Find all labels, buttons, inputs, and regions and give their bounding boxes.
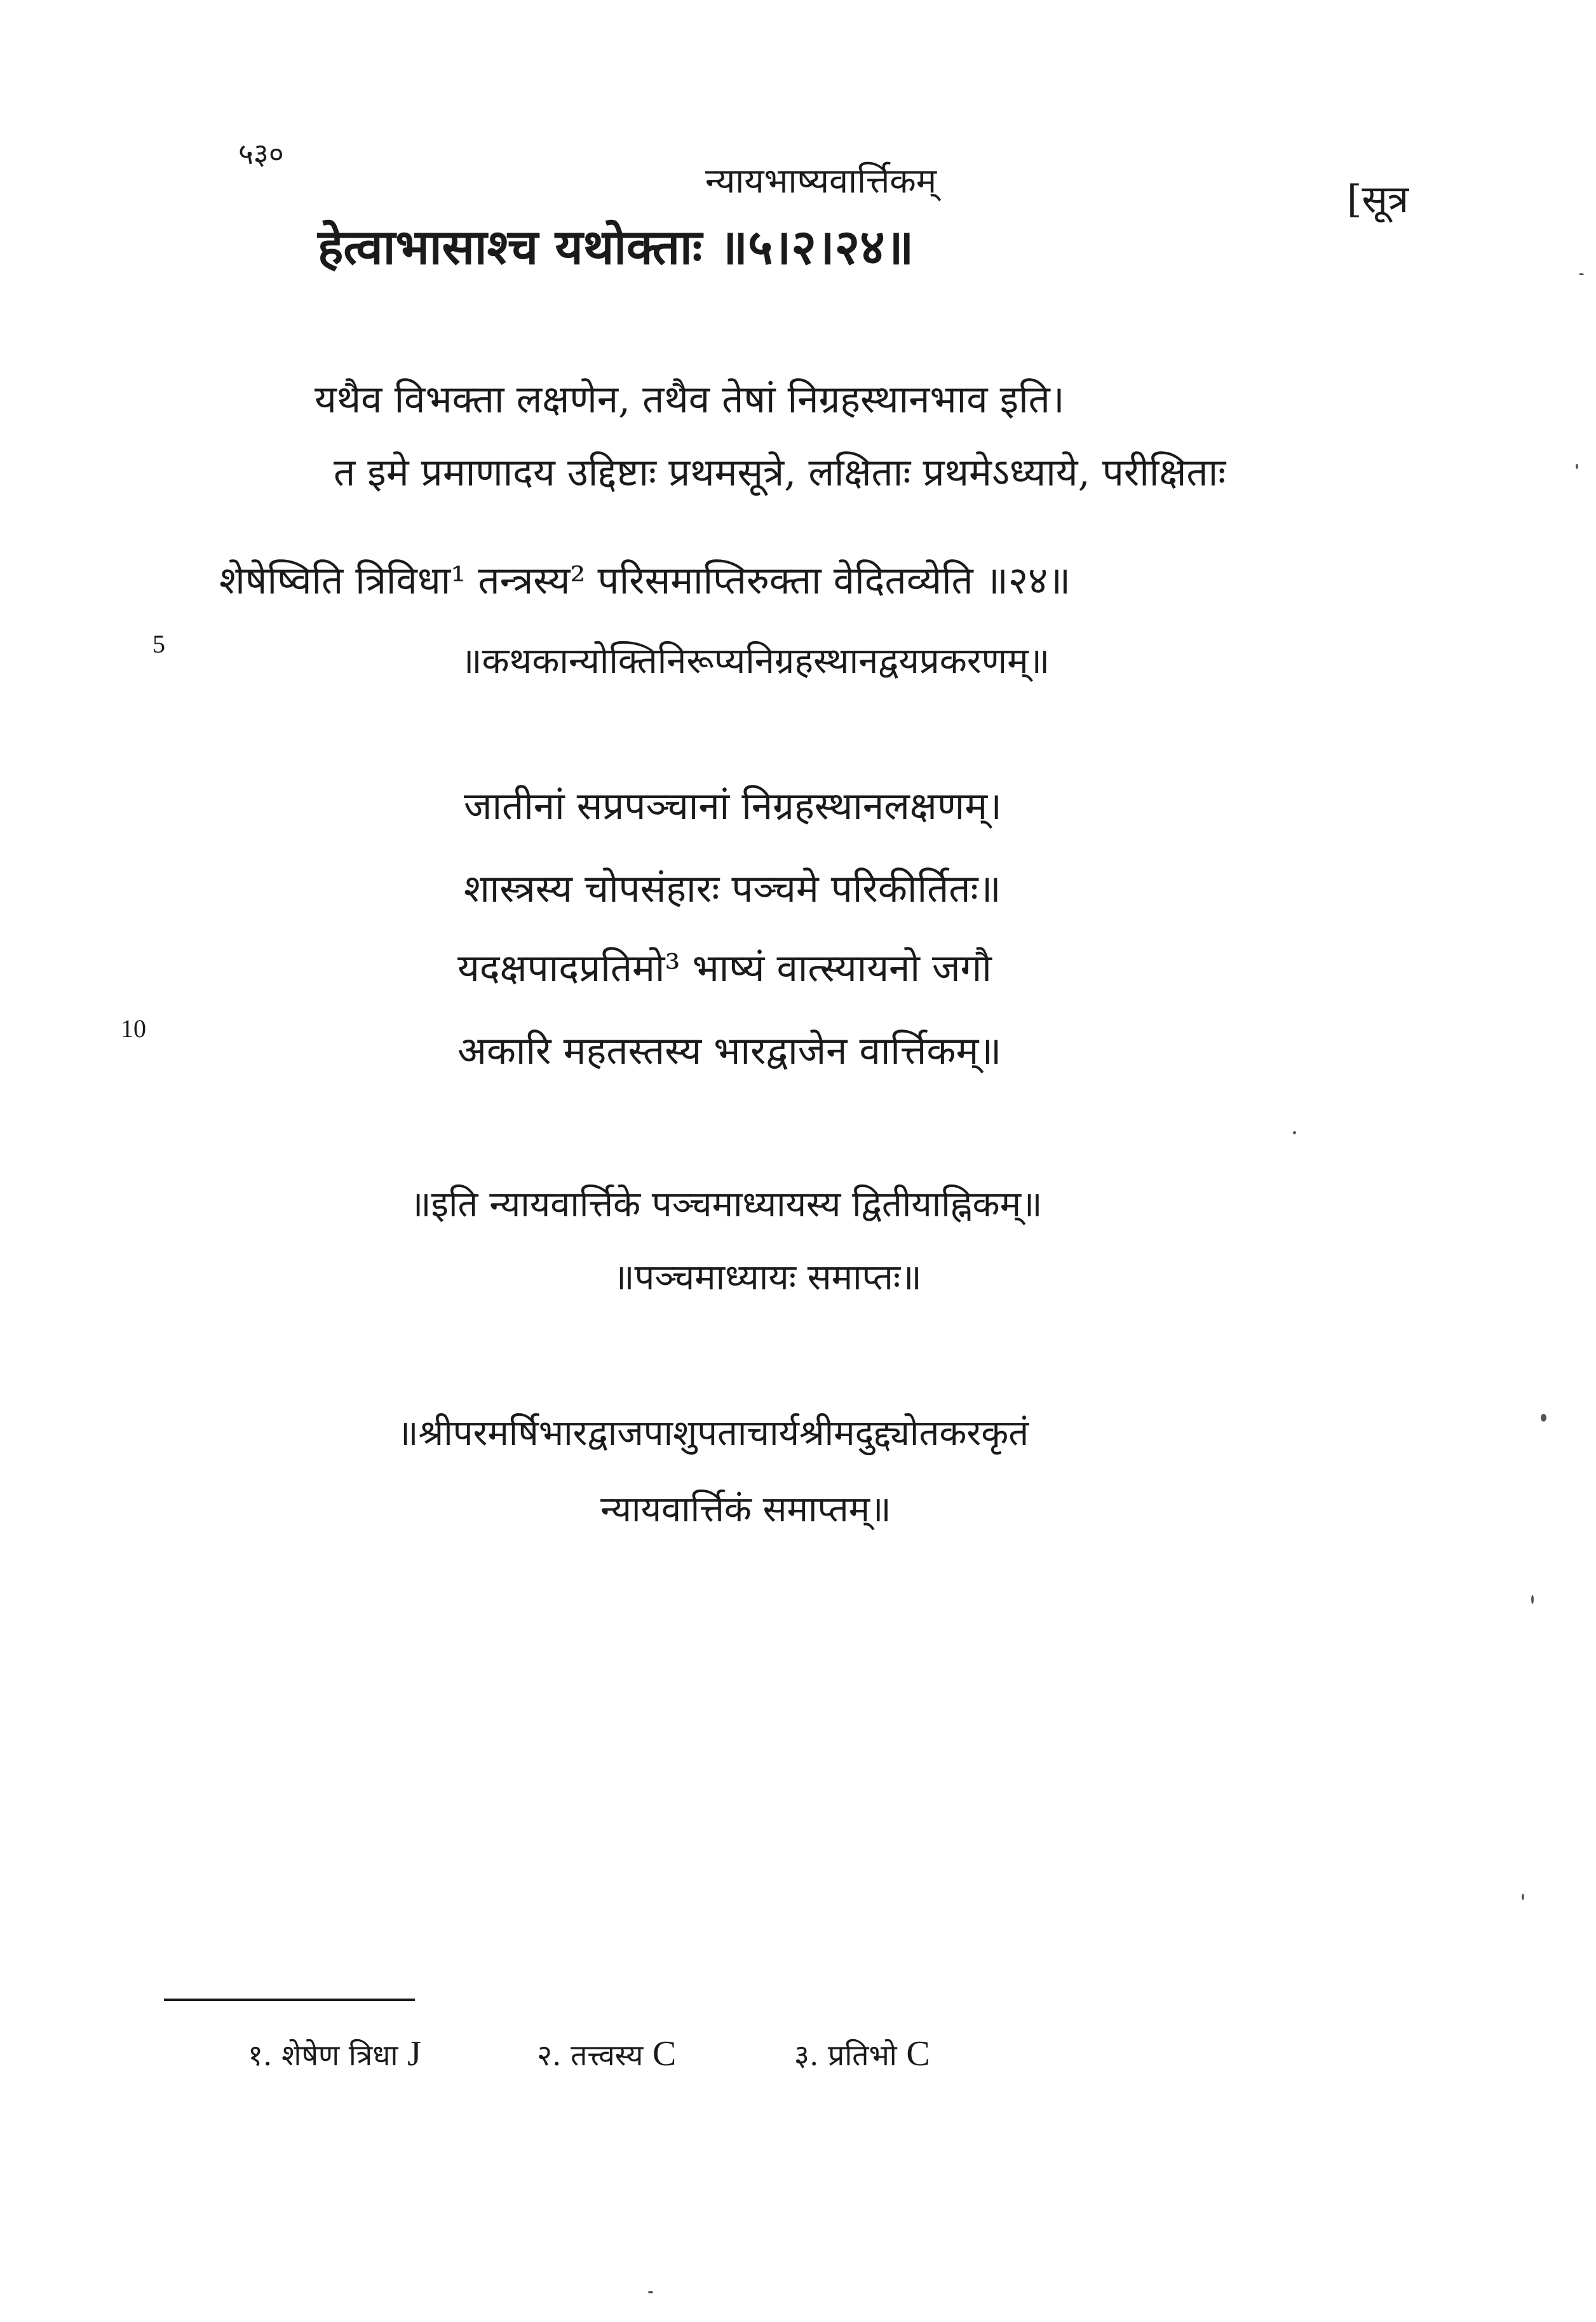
footnote (794, 2033, 930, 2074)
section-ref: [सूत्र (1347, 177, 1409, 222)
footnote-manuscript: C (906, 2034, 930, 2074)
scan-speck (1531, 1595, 1534, 1604)
verse-line: अकारि महतस्तस्य भारद्वाजेन वार्त्तिकम्॥ (457, 1029, 1002, 1073)
footnote (537, 2033, 676, 2074)
running-head: न्यायभाष्यवार्त्तिकम् (705, 161, 937, 201)
verse-line: यदक्षपादप्रतिमो³ भाष्यं वात्स्यायनो जगौ (457, 946, 992, 991)
scan-speck (648, 2291, 653, 2293)
footnote-manuscript: J (407, 2034, 421, 2074)
chapter-colophon: ॥कथकान्योक्तिनिरूप्यनिग्रहस्थानद्वयप्रकरणम्॥ (461, 641, 1050, 682)
scan-speck (1522, 1894, 1524, 1900)
closing-colophon: न्यायवार्त्तिकं समाप्तम्॥ (600, 1489, 891, 1530)
footnote-text: ३. प्रतिभो (794, 2038, 897, 2072)
scan-speck (1293, 1131, 1296, 1134)
footnote (248, 2033, 421, 2074)
scan-speck (1576, 464, 1578, 469)
body-line: शेषेष्विति त्रिविधा¹ तन्त्रस्य² परिसमाप्तिरुक्ता वेदितव्येति ॥२४॥ (219, 559, 1071, 603)
body-line: त इमे प्रमाणादय उद्दिष्टाः प्रथमसूत्रे, लक्षिताः प्रथमेऽध्याये, परीक्षिताः (334, 451, 1226, 495)
footnote-text: २. तत्त्वस्य (537, 2038, 644, 2072)
footnote-text: १. शेषेण त्रिधा (248, 2038, 398, 2072)
closing-colophon: ॥पञ्चमाध्यायः समाप्तः॥ (613, 1257, 922, 1298)
line-number: 5 (152, 630, 165, 658)
closing-colophon: ॥श्रीपरमर्षिभारद्वाजपाशुपताचार्यश्रीमदुद्द्योतकरकृतं (397, 1413, 1029, 1454)
verse-line: शास्त्रस्य चोपसंहारः पञ्चमे परिकीर्तितः॥ (464, 867, 1001, 911)
line-number: 10 (121, 1014, 146, 1043)
scan-speck (1579, 273, 1584, 275)
sutra-heading: हेत्वाभासाश्च यथोक्ताः ॥५।२।२४॥ (318, 219, 914, 275)
page-number: ५३० (238, 137, 284, 171)
footnote-manuscript: C (652, 2034, 677, 2074)
footnote-rule (164, 1999, 415, 2001)
verse-line: जातीनां सप्रपञ्चानां निग्रहस्थानलक्षणम्। (464, 784, 1002, 829)
scan-speck (1541, 1414, 1546, 1422)
body-line: यथैव विभक्ता लक्षणेन, तथैव तेषां निग्रहस्थानभाव इति। (314, 377, 1065, 422)
closing-colophon: ॥इति न्यायवार्त्तिके पञ्चमाध्यायस्य द्वितीयाह्निकम्॥ (410, 1184, 1043, 1225)
